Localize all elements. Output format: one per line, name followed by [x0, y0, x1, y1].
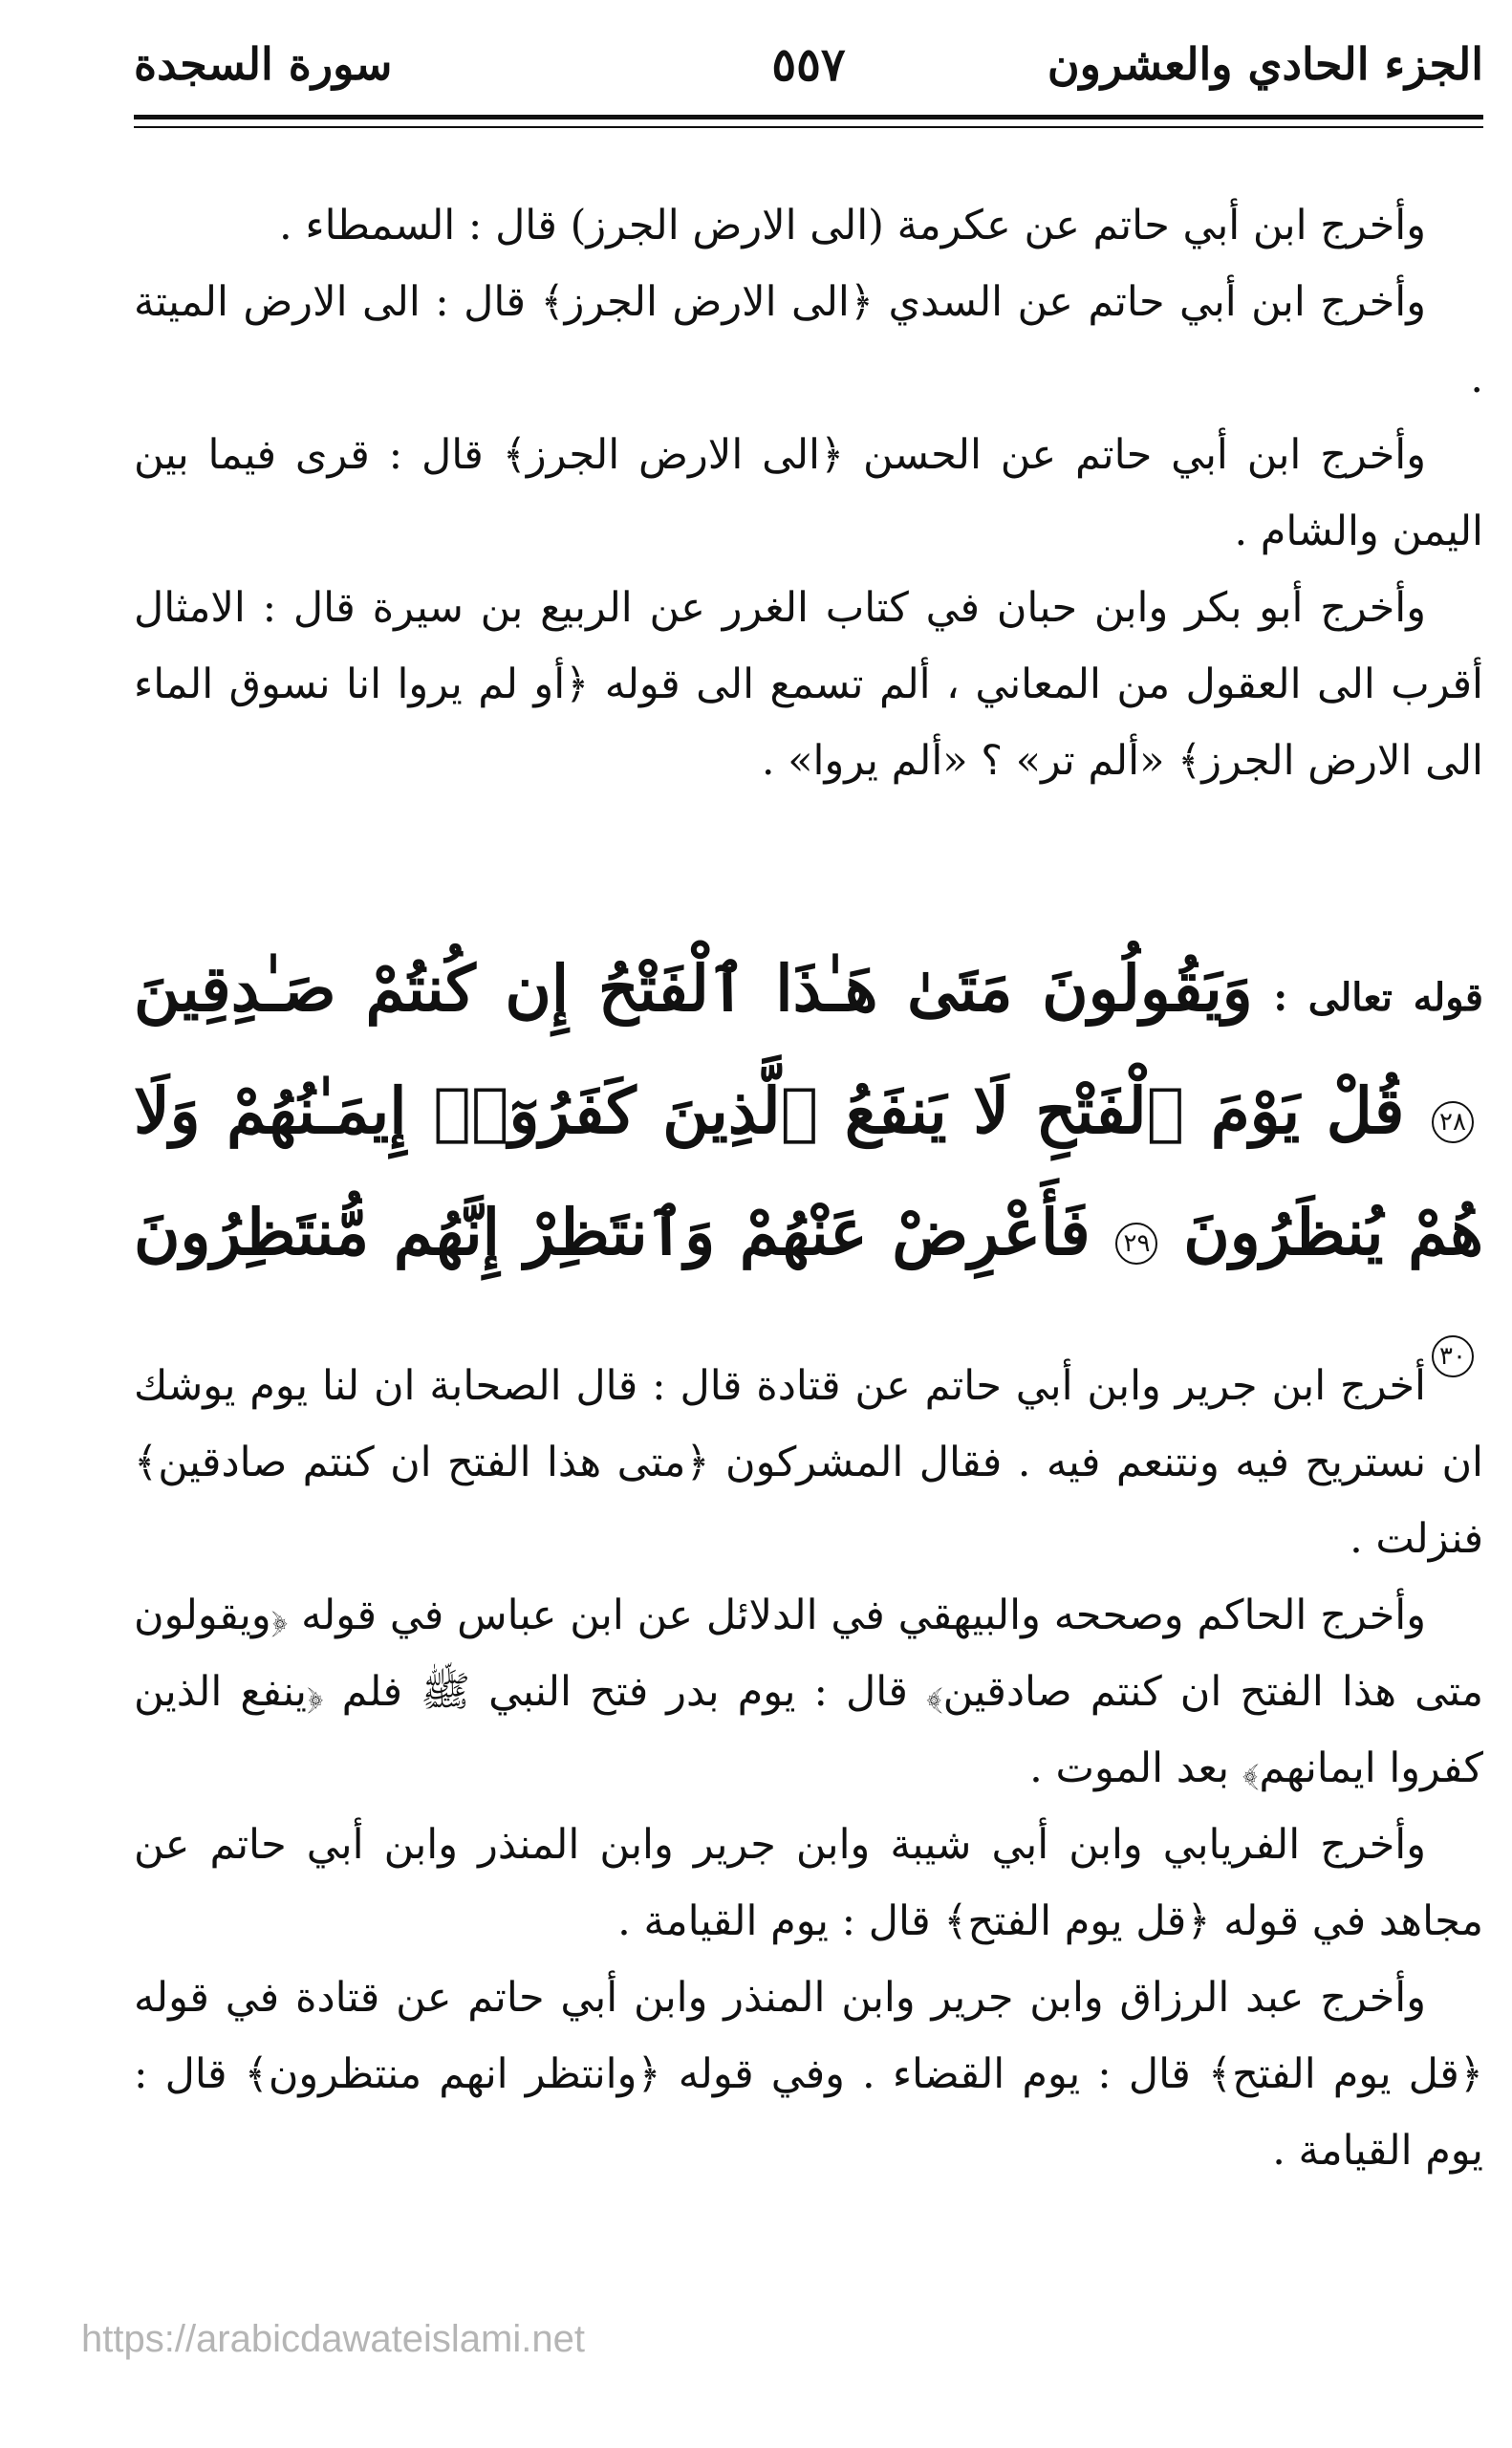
ayah-number-marker: ٢٨: [1432, 1101, 1474, 1143]
bottom-text-block: [134, 1348, 1483, 2189]
verse-text-29: قُلْ يَوْمَ ٱلْفَتْحِ لَا يَنفَعُ ٱلَّذِينَ كَفَرُوٓا۟ إِيمَـٰنُهُمْ وَلَا هُمْ يُنظَرُونَ: [134, 1073, 1483, 1269]
header-divider-thin: [134, 126, 1483, 128]
paragraph: وأخرج ابن أبي حاتم عن عكرمة (الى الارض الجرز) قال : السمطاء .: [279, 202, 1426, 249]
verse-text-30: فَأَعْرِضْ عَنْهُمْ وَٱنتَظِرْ إِنَّهُم مُّنتَظِرُونَ: [134, 1195, 1091, 1269]
paragraph: أخرج ابن جرير وابن أبي حاتم عن قتادة قال : قال الصحابة ان لنا يوم يوشك ان نستريح فيه ونتنعم فيه . فقال المشركون ﴿متى هذا الفتح ان كنتم صادقين﴾ فنزلت .: [134, 1362, 1483, 1563]
verse-text-28: وَيَقُولُونَ مَتَىٰ هَـٰذَا ٱلْفَتْحُ إِن كُنتُمْ صَـٰدِقِينَ: [134, 951, 1253, 1026]
paragraph: وأخرج ابن أبي حاتم عن السدي ﴿الى الارض الجرز﴾ قال : الى الارض الميتة .: [134, 278, 1483, 402]
paragraph: وأخرج الحاكم وصححه والبيهقي في الدلائل عن ابن عباس في قوله ﴿ويقولون متى هذا الفتح ان كنتم صادقين﴾ قال : يوم بدر فتح النبي ﷺ فلم ﴿ينفع الذين كفروا ايمانهم﴾ بعد الموت .: [134, 1592, 1483, 1792]
paragraph: وأخرج ابن أبي حاتم عن الحسن ﴿الى الارض الجرز﴾ قال : قرى فيما بين اليمن والشام .: [134, 431, 1483, 555]
top-text-block: [134, 187, 1483, 799]
juz-title: الجزء الحادي والعشرون: [1047, 38, 1483, 90]
paragraph: وأخرج الفريابي وابن أبي شيبة وابن جرير وابن المنذر وابن أبي حاتم عن مجاهد في قوله ﴿قل يوم الفتح﴾ قال : يوم القيامة .: [134, 1821, 1483, 1945]
paragraph: وأخرج عبد الرزاق وابن جرير وابن المنذر وابن أبي حاتم عن قتادة في قوله ﴿قل يوم الفتح﴾ قال : يوم القضاء . وفي قوله ﴿وانتظر انهم منتظرون﴾ قال : يوم القيامة .: [134, 1974, 1483, 2175]
quran-verse-block: [134, 932, 1483, 1410]
verse-intro: قوله تعالى :: [1273, 975, 1483, 1020]
surah-title: سورة السجدة: [134, 38, 393, 90]
page-number: ٥٥٧: [771, 38, 846, 92]
header-divider: [134, 115, 1483, 119]
ayah-number-marker: ٣٠: [1432, 1335, 1474, 1377]
watermark-url: https://arabicdawateislami.net: [81, 2318, 585, 2360]
ayah-number-marker: ٢٩: [1115, 1223, 1157, 1265]
paragraph: وأخرج أبو بكر وابن حبان في كتاب الغرر عن الربيع بن سيرة قال : الامثال أقرب الى العقول من المعاني ، ألم تسمع الى قوله ﴿أو لم يروا انا نسوق الماء الى الارض الجرز﴾ «ألم تر» ؟ «ألم يروا» .: [134, 584, 1483, 785]
page-header: [134, 38, 1483, 105]
